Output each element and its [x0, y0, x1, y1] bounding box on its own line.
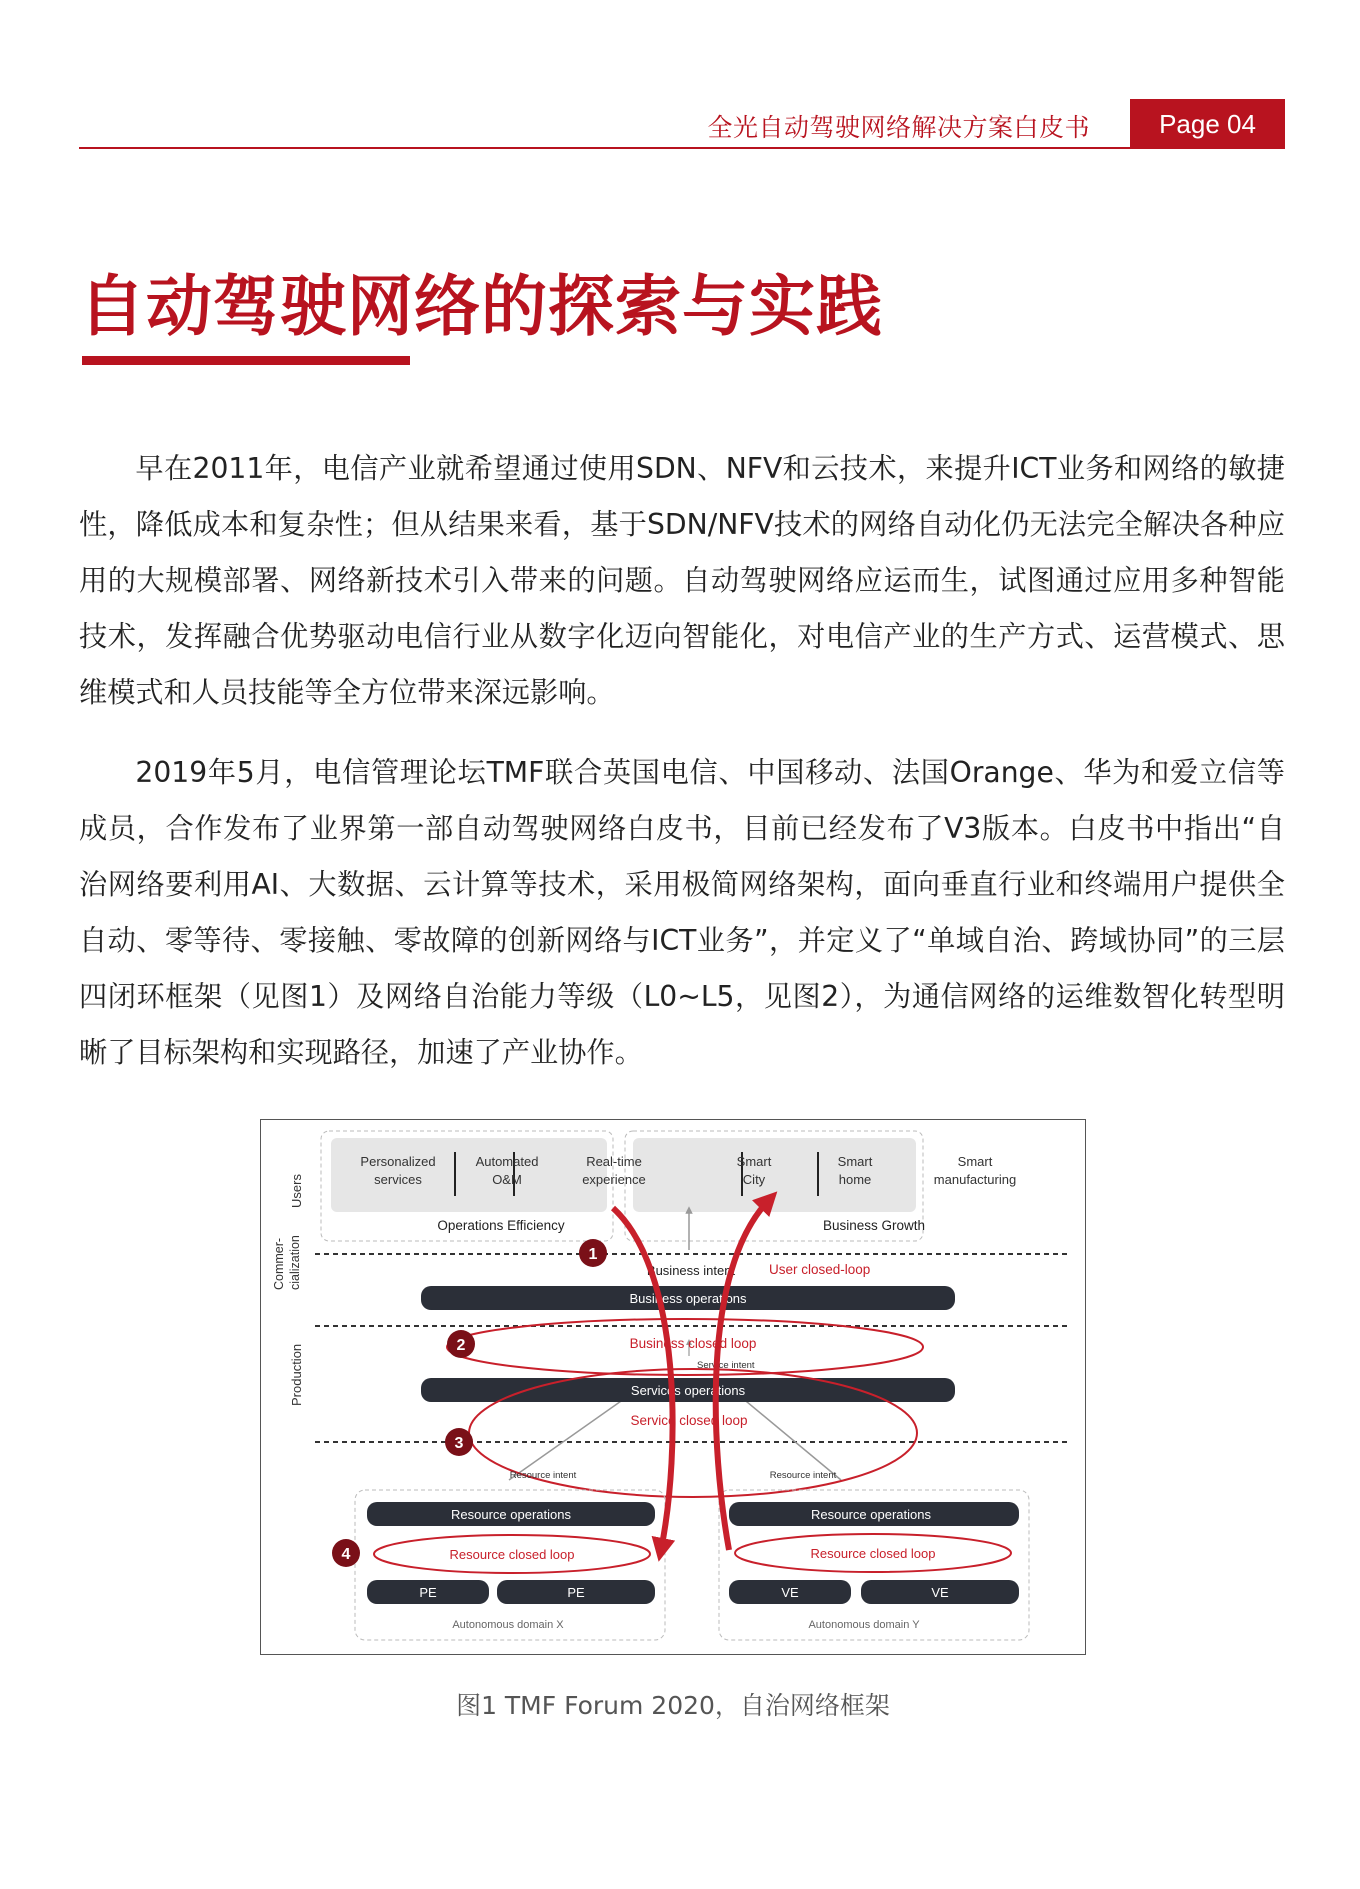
- item-realtime-experience-l2: experience: [582, 1172, 646, 1187]
- document-title: 全光自动驾驶网络解决方案白皮书: [707, 113, 1090, 142]
- pe-label-1: PE: [419, 1585, 437, 1600]
- badge-4-label: 4: [341, 1546, 351, 1563]
- business-operations-label: Business operations: [629, 1291, 747, 1306]
- item-personalized-services-l2: services: [374, 1172, 422, 1187]
- resource-closed-loop-right-label: Resource closed loop: [810, 1546, 936, 1561]
- resource-intent-right-label: Resource intent: [769, 1470, 837, 1481]
- badge-1-label: 1: [588, 1246, 598, 1263]
- badge-2-label: 2: [456, 1337, 466, 1354]
- badge-3-label: 3: [454, 1435, 464, 1452]
- item-smart-manufacturing-l1: Smart: [957, 1154, 993, 1169]
- item-personalized-services-l1: Personalized: [360, 1154, 436, 1169]
- side-label-users: Users: [289, 1174, 304, 1208]
- service-intent-label: Service intent: [697, 1360, 755, 1371]
- item-smart-home-l1: Smart: [837, 1154, 873, 1169]
- item-smart-city-l2: City: [742, 1172, 766, 1187]
- title-underline: [82, 356, 410, 365]
- item-automated-om-l1: Automated: [475, 1154, 539, 1169]
- ve-label-1: VE: [781, 1585, 799, 1600]
- paragraph-1: 早在2011年，电信产业就希望通过使用SDN、NFV和云技术，来提升ICT业务和网络的敏捷性，降低成本和复杂性；但从结果来看，基于SDN/NFV技术的网络自动化仍无法完全解决各种应用的大规模部署、网络新技术引入带来的问题。自动驾驶网络应运而生，试图通过应用多种智能技术，发挥融合优势驱动电信行业从数字化迈向智能化，对电信产业的生产方式、运营模式、思维模式和人员技能等全方位带来深远影响。: [79, 452, 1285, 709]
- pe-label-2: PE: [567, 1585, 585, 1600]
- ve-label-2: VE: [931, 1585, 949, 1600]
- business-growth-box: [633, 1138, 916, 1212]
- item-realtime-experience-l1: Real-time: [586, 1154, 642, 1169]
- business-intent-label: Business intent: [646, 1263, 736, 1278]
- autonomous-domain-y-label: Autonomous domain Y: [808, 1619, 920, 1631]
- item-automated-om-l2: O&M: [492, 1172, 522, 1187]
- operations-efficiency-label: Operations Efficiency: [437, 1218, 565, 1233]
- services-operations-label: Services operations: [630, 1383, 746, 1398]
- side-label-production: Production: [289, 1343, 304, 1406]
- figure-caption: 图1 TMF Forum 2020，自治网络框架: [456, 1691, 890, 1720]
- side-label-commercialization-1: Commer-: [272, 1237, 286, 1290]
- business-growth-label: Business Growth: [822, 1218, 926, 1233]
- resource-operations-left-label: Resource operations: [451, 1507, 571, 1522]
- resource-closed-loop-left-label: Resource closed loop: [449, 1547, 575, 1562]
- section-title: 自动驾驶网络的探索与实践: [79, 268, 883, 345]
- figure-1-framework-diagram: [260, 1119, 1086, 1655]
- user-closed-loop-label: User closed-loop: [769, 1262, 871, 1277]
- business-closed-loop-label: Business closed loop: [629, 1336, 757, 1351]
- autonomous-domain-x-label: Autonomous domain X: [452, 1619, 564, 1631]
- item-smart-city-l1: Smart: [736, 1154, 772, 1169]
- paragraph-2: 2019年5月，电信管理论坛TMF联合英国电信、中国移动、法国Orange、华为和爱立信等成员，合作发布了业界第一部自动驾驶网络白皮书，目前已经发布了V3版本。白皮书中指出“自治网络要利用AI、大数据、云计算等技术，采用极简网络架构，面向垂直行业和终端用户提供全自动、零等待、零接触、零故障的创新网络与ICT业务”，并定义了“单域自治、跨域协同”的三层四闭环框架（见图1）及网络自治能力等级（L0~L5，见图2），为通信网络的运维数智化转型明晰了目标架构和实现路径，加速了产业协作。: [79, 756, 1285, 1069]
- resource-operations-right-label: Resource operations: [811, 1507, 931, 1522]
- resource-intent-left-label: Resource intent: [509, 1470, 577, 1481]
- operations-efficiency-box: [331, 1138, 607, 1212]
- header-rule: [79, 147, 1285, 149]
- service-closed-loop-label: Service closed loop: [630, 1413, 748, 1428]
- item-smart-home-l2: home: [838, 1172, 872, 1187]
- page-number-badge: Page 04: [1130, 99, 1285, 149]
- item-smart-manufacturing-l2: manufacturing: [933, 1172, 1017, 1187]
- side-label-commercialization-2: cialization: [288, 1235, 302, 1290]
